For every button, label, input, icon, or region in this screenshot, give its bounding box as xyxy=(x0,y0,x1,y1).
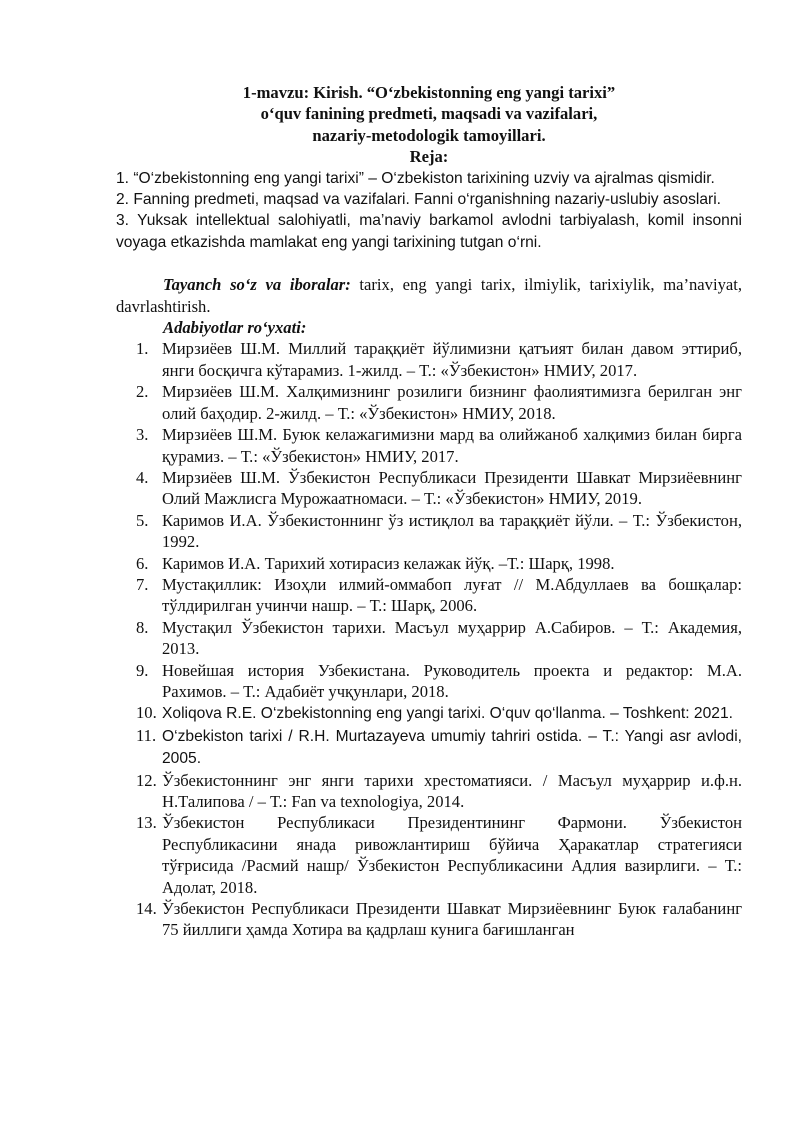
reference-item xyxy=(116,660,742,703)
title-line-1: 1-mavzu: Kirish. “O‘zbekistonning eng yangi tarixi” xyxy=(242,83,616,102)
plan-item-2: 2. Fanning predmeti, maqsad va vazifalari. Fanni o‘rganishning nazariy-uslubiy asoslari. xyxy=(116,191,721,209)
reference-item xyxy=(116,770,742,813)
keywords-paragraph xyxy=(116,274,742,317)
reference-item xyxy=(116,812,742,898)
plan-list xyxy=(116,168,742,254)
reference-number: 13. xyxy=(136,813,157,833)
reference-number: 9. xyxy=(136,660,149,680)
reference-item xyxy=(116,338,742,381)
reference-item xyxy=(116,381,742,424)
reference-number: 8. xyxy=(136,617,149,637)
title-line-2: o‘quv fanining predmeti, maqsadi va vazifalari, xyxy=(260,104,598,124)
reference-number: 12. xyxy=(136,770,157,790)
reference-text: Каримов И.А. Ўзбекистоннинг ўз истиқлол ва тараққиёт йўли. – Т.: Ўзбекистон, 1992. xyxy=(162,510,742,552)
reference-number: 7. xyxy=(136,574,149,594)
reference-item xyxy=(116,574,742,617)
reference-number: 14. xyxy=(136,899,157,919)
reference-text: Мирзиёев Ш.М. Буюк келажагимизни мард ва олийжаноб халқимиз билан бирга қурамиз. – Т.: «Ўзбекистон» НМИУ, 2017. xyxy=(162,425,742,466)
reference-number: 2. xyxy=(136,382,149,402)
references-list xyxy=(116,338,742,940)
reference-number: 11. xyxy=(136,725,157,745)
reference-text: Мирзиёев Ш.М. Миллий тараққиёт йўлимизни қатъият билан давом эттириб, янги босқичга кўтарамиз. 1-жилд. – Т.: «Ўзбекистон» НМИУ, 2017. xyxy=(162,339,742,380)
reference-number: 3. xyxy=(136,425,149,445)
reference-text: O‘zbekiston tarixi / R.H. Murtazayeva umumiy tahriri ostida. – T.: Yangi asr avlodi, 2005. xyxy=(162,727,742,768)
reference-text: Мирзиёев Ш.М. Халқимизнинг розилиги бизнинг фаолиятимизга берилган энг олий баҳодир. 2-жилд. – Т.: «Ўзбекистон» НМИУ, 2018. xyxy=(162,382,742,423)
reference-text: Каримов И.А. Тарихий хотирасиз келажак йўқ. –Т.: Шарқ, 1998. xyxy=(162,553,615,573)
reference-item xyxy=(116,467,742,510)
reference-item xyxy=(116,725,742,770)
reference-text: Новейшая история Узбекистана. Руководитель проекта и редактор: М.А. Рахимов. – Т.: Адабиёт учқунлари, 2018. xyxy=(162,660,742,701)
reference-number: 5. xyxy=(136,510,149,530)
reference-text: Мустақил Ўзбекистон тарихи. Масъул муҳаррир А.Сабиров. – Т.: Академия, 2013. xyxy=(162,617,742,659)
reference-number: 10. xyxy=(136,703,157,723)
reference-number: 4. xyxy=(136,467,149,487)
reference-number: 1. xyxy=(136,339,149,359)
plan-item-3: 3. Yuksak intellektual salohiyatli, ma’naviy barkamol avlodni tarbiyalash, komil insonni voyaga etkazishda mamlakat eng yangi tarixining tutgan o‘rni. xyxy=(116,212,742,251)
references-heading: Adabiyotlar ro‘yxati: xyxy=(163,318,307,338)
reference-number: 6. xyxy=(136,553,149,573)
reference-text: Ўзбекистон Республикаси Президенти Шавкат Мирзиёевнинг Буюк ғалабанинг 75 йиллиги ҳамда Хотира ва қадрлаш кунига бағишланган xyxy=(162,899,742,940)
keywords-text: tarix, eng yangi tarix, ilmiylik, tarixiylik, ma’naviyat, davrlashtirish. xyxy=(116,275,742,316)
plan-item-1: 1. “O‘zbekistonning eng yangi tarixi” – O‘zbekiston tarixining uzviy va ajralmas qismidir. xyxy=(116,169,715,187)
title-line-3: nazariy-metodologik tamoyillari. xyxy=(312,125,546,145)
reference-item xyxy=(116,553,742,574)
reference-item xyxy=(116,510,742,553)
reference-text: Мустақиллик: Изоҳли илмий-оммабоп луғат // М.Абдуллаев ва бошқалар: тўлдирилган учинчи нашр. – Т.: Шарқ, 2006. xyxy=(162,574,742,616)
reference-text: Мирзиёев Ш.М. Ўзбекистон Республикаси Президенти Шавкат Мирзиёевнинг Олий Мажлисга Мурожаатномаси. – Т.: «Ўзбекистон» НМИУ, 2019. xyxy=(162,467,742,509)
reference-item xyxy=(116,898,742,941)
keywords-label: Tayanch so‘z va iboralar: xyxy=(163,275,351,295)
reference-text: Ўзбекистоннинг энг янги тарихи хрестоматияси. / Масъул муҳаррир и.ф.н. Н.Талипова / – Т.: Fan va texnologiya, 2014. xyxy=(162,770,742,811)
topic-title xyxy=(116,82,742,168)
plan-heading: Reja: xyxy=(409,147,449,167)
reference-item xyxy=(116,424,742,467)
reference-text: Ўзбекистон Республикаси Президентининг Фармони. Ўзбекистон Республикасини янада ривожлантириш бўйича Ҳаракатлар стратегияси тўғрисида /Расмий нашр/ Ўзбекистон Республикасини Адлия вазирлиги. – Т.: Адолат, 2018. xyxy=(162,813,742,897)
reference-text: Xoliqova R.E. O‘zbekistonning eng yangi tarixi. O‘quv qo‘llanma. – Toshkent: 2021. xyxy=(162,705,733,723)
reference-item xyxy=(116,702,742,724)
reference-item xyxy=(116,617,742,660)
